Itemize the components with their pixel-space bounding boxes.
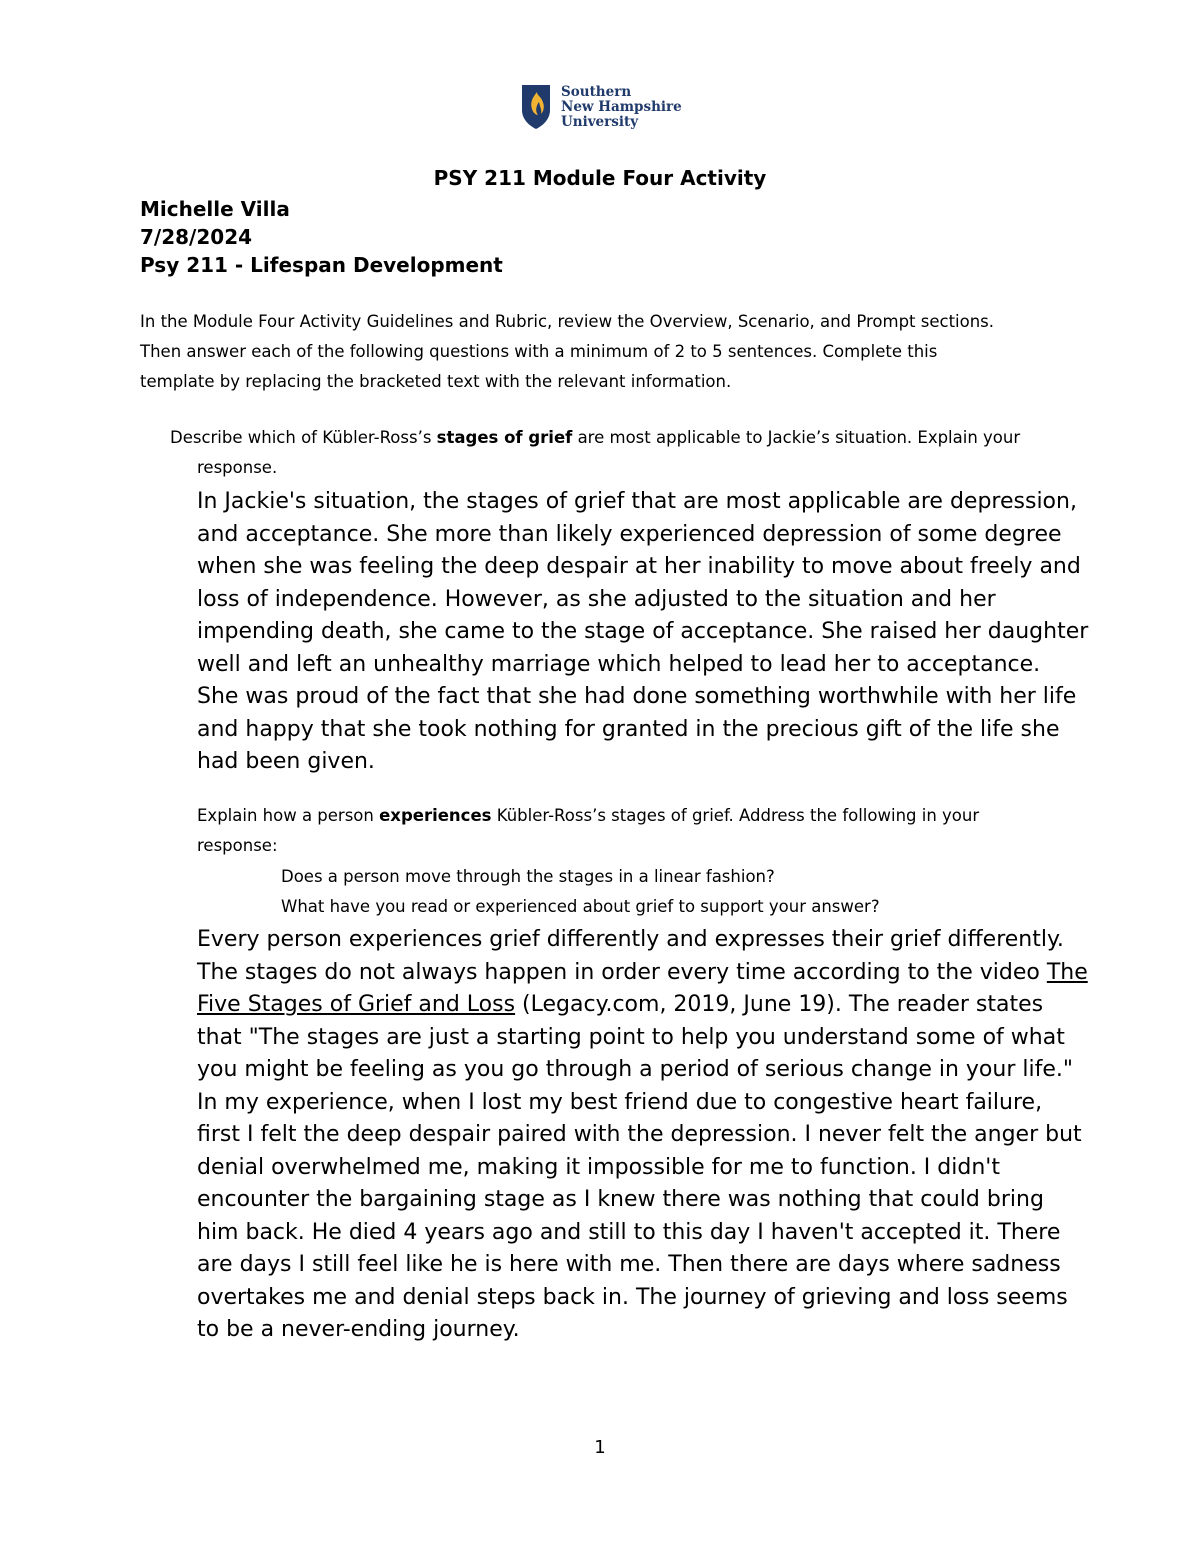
answer-2-line: overtakes me and denial steps back in. The journey of grieving and loss seems [197, 1284, 1068, 1310]
answer-2-line: encounter the bargaining stage as I knew there was nothing that could bring [197, 1187, 1044, 1212]
question-2-bold: experiences [379, 806, 492, 825]
instructions-line-1: In the Module Four Activity Guidelines and Rubric, review the Overview, Scenario, and Prompt sections. [140, 312, 995, 331]
answer-1-line: had been given. [197, 749, 375, 774]
instructions-paragraph [140, 307, 1070, 397]
question-2-line-1 [197, 801, 979, 831]
shield-flame-icon [521, 84, 551, 130]
question-1-line-1 [170, 423, 1020, 453]
answer-2-line: Every person experiences grief differently and expresses their grief differently. [197, 927, 1064, 952]
instructions-line-3: template by replacing the bracketed text with the relevant information. [140, 372, 732, 391]
answer-1-line: loss of independence. However, as she adjusted to the situation and her [197, 586, 996, 612]
answer-2-line: you might be feeling as you go through a period of serious change in your life." [197, 1057, 1073, 1082]
instructions-line-2: Then answer each of the following questions with a minimum of 2 to 5 sentences. Complete this [140, 342, 938, 361]
question-1 [170, 423, 1020, 483]
video-title-link-part-2[interactable]: Five Stages of Grief and Loss [197, 992, 516, 1017]
question-1-post: are most applicable to Jackie’s situation. Explain your [572, 428, 1021, 447]
answer-1-line: and acceptance. She more than likely experienced depression of some degree [197, 521, 1062, 547]
page-number: 1 [594, 1437, 606, 1458]
answer-1-line: well and left an unhealthy marriage which helped to lead her to acceptance. [197, 651, 1041, 677]
answer-1 [197, 486, 1088, 779]
answer-1-line: when she was feeling the deep despair at her inability to move about freely and [197, 554, 1081, 579]
submission-date: 7/28/2024 [140, 225, 253, 249]
question-1-line-2: response. [197, 458, 278, 477]
answer-2-line-2-text: The stages do not always happen in order every time according to the video [197, 959, 1047, 985]
logo-line-3: University [561, 113, 639, 130]
answer-1-line: impending death, she came to the stage of acceptance. She raised her daughter [197, 619, 1089, 644]
course-title: Psy 211 - Lifespan Development [140, 253, 503, 277]
answer-2-line-3-text: (Legacy.com, 2019, June 19). The reader states [515, 992, 1044, 1017]
answer-2-line: are days I still feel like he is here with me. Then there are days where sadness [197, 1252, 1061, 1277]
question-1-bold: stages of grief [436, 428, 573, 447]
answer-1-line: She was proud of the fact that she had done something worthwhile with her life [197, 684, 1077, 709]
answer-2-line: denial overwhelmed me, making it impossible for me to function. I didn't [197, 1154, 1000, 1180]
logo-wordmark [561, 85, 682, 130]
question-2-post: Kübler-Ross’s stages of grief. Address the following in your [491, 806, 980, 825]
answer-2-line [197, 989, 1088, 1022]
answer-2-line: to be a never-ending journey. [197, 1317, 520, 1342]
answer-2-line: him back. He died 4 years ago and still to this day I haven't accepted it. There [197, 1219, 1061, 1245]
answer-2-line: that "The stages are just a starting point to help you understand some of what [197, 1024, 1065, 1050]
question-2-line-2: response: [197, 836, 278, 855]
university-logo [521, 84, 682, 130]
question-1-pre: Describe which of Kübler-Ross’s [170, 428, 437, 447]
answer-2-line: first I felt the deep despair paired with the depression. I never felt the anger but [197, 1122, 1082, 1147]
author-meta [140, 195, 503, 279]
answer-2 [197, 924, 1088, 1347]
answer-2-line [197, 957, 1088, 990]
author-name: Michelle Villa [140, 197, 290, 221]
logo-line-1: Southern [561, 83, 632, 100]
logo-line-2: New Hampshire [561, 98, 682, 115]
question-2-subitem-1: Does a person move through the stages in a linear fashion? [281, 867, 775, 886]
video-title-link-part-1[interactable]: The [1046, 959, 1088, 985]
answer-1-line: and happy that she took nothing for granted in the precious gift of the life she [197, 716, 1060, 742]
answer-2-line: In my experience, when I lost my best friend due to congestive heart failure, [197, 1089, 1043, 1115]
answer-1-line: In Jackie's situation, the stages of grief that are most applicable are depression, [197, 489, 1077, 514]
question-2-pre: Explain how a person [197, 806, 380, 825]
question-2-subitems [281, 862, 880, 922]
page-title: PSY 211 Module Four Activity [433, 166, 767, 190]
question-2-subitem-2: What have you read or experienced about grief to support your answer? [281, 897, 880, 916]
question-2 [197, 801, 979, 861]
